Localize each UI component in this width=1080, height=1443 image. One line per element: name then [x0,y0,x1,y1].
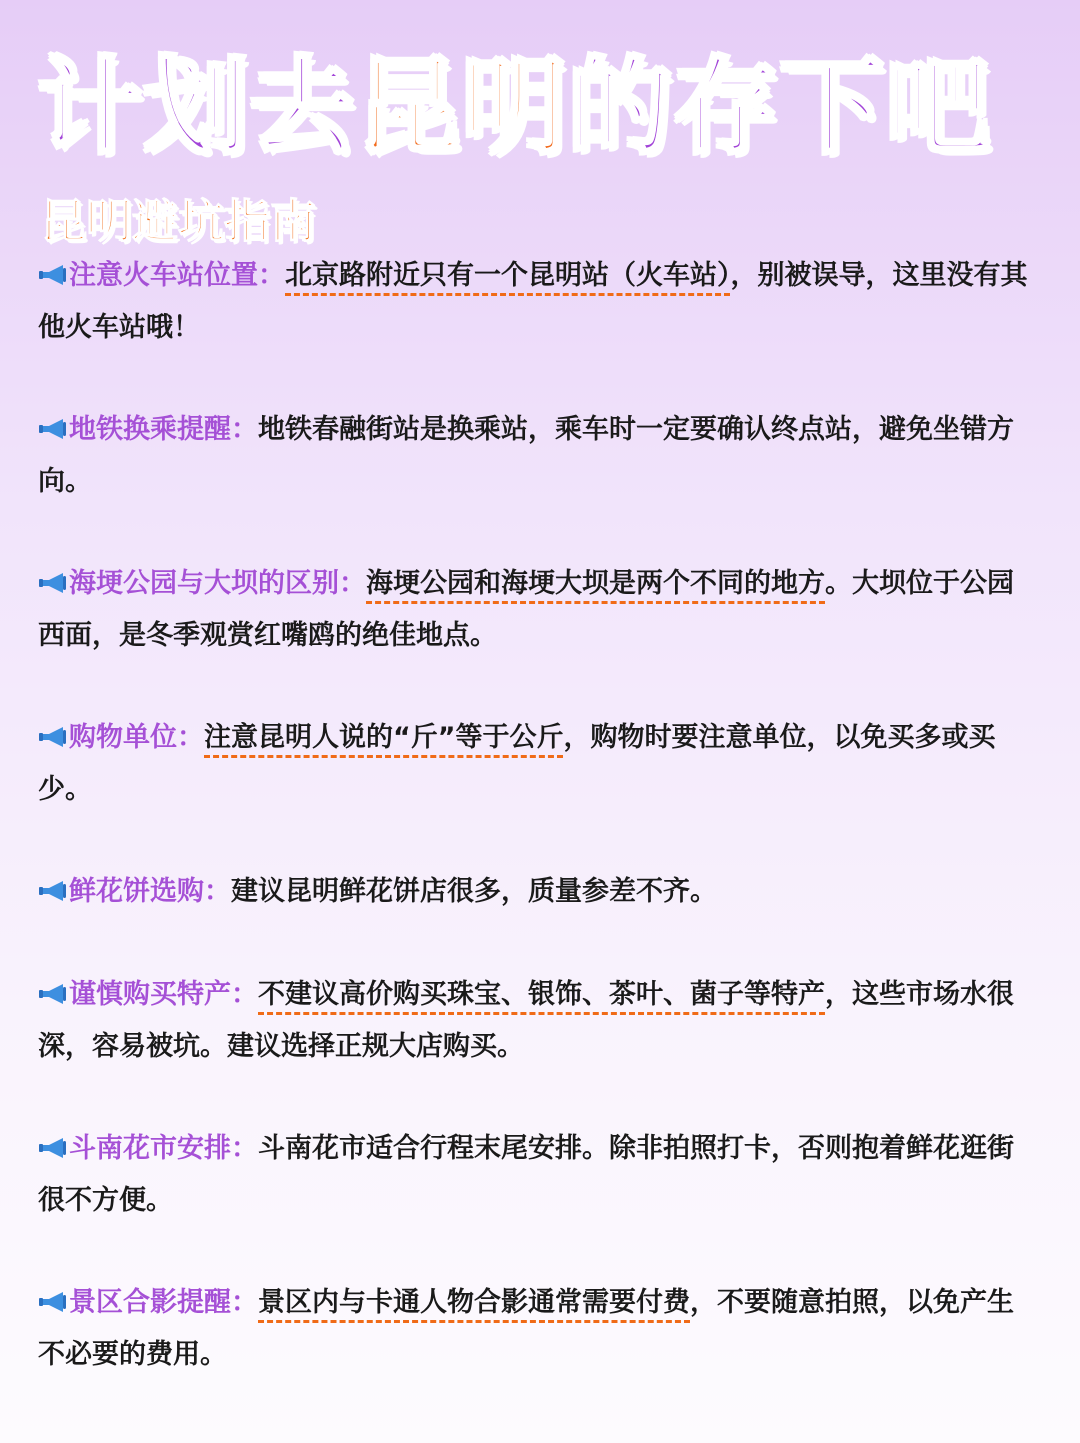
tip-label: 注意火车站位置： [69,260,285,291]
tip-highlight: 注意昆明人说的“斤”等于公斤 [204,722,564,753]
page-title [38,42,1068,172]
tip-item [38,969,1038,1073]
tip-label: 景区合影提醒： [69,1287,258,1318]
tip-label: 鲜花饼选购： [69,876,231,907]
tip-label: 谨慎购买特产： [69,979,258,1010]
tip-text: ，不要随意拍照，以免产生不必要的费用。 [38,1287,1014,1370]
tip-text: 斗南花市适合行程末尾安排。除非拍照打卡，否则抱着鲜花逛街很不方便。 [38,1133,1014,1216]
title-part-3: 的存下吧 [568,46,993,168]
tip-highlight: 北京路附近只有一个昆明站（火车站） [285,260,731,291]
tip-label: 购物单位： [69,722,204,753]
tip-item [38,1277,1038,1381]
megaphone-icon [38,725,68,749]
megaphone-icon [38,571,68,595]
tip-item [38,558,1038,662]
tip-text: ，别被误导，这里没有其他火车站哦！ [38,260,1028,343]
tip-text: 地铁春融街站是换乘站，乘车时一定要确认终点站，避免坐错方向。 [38,414,1014,497]
tip-label: 海埂公园与大坝的区别： [69,568,366,599]
title-part-2: 昆明 [356,46,569,168]
megaphone-icon [38,417,68,441]
megaphone-icon [38,982,68,1006]
tip-text: ，这些市场水很深，容易被坑。建议选择正规大店购买。 [38,979,1014,1062]
megaphone-icon [38,879,68,903]
tip-highlight: 景区内与卡通人物合影通常需要付费 [258,1287,690,1318]
tip-label: 斗南花市安排： [69,1133,258,1164]
tip-item [38,1123,1038,1227]
tip-item [38,866,1038,918]
tip-text: ，购物时要注意单位，以免买多或买少。 [38,722,996,805]
tip-text: 建议昆明鲜花饼店很多，质量参差不齐。 [231,876,717,907]
tip-highlight: 不建议高价购买珠宝、银饰、茶叶、菌子等特产 [258,979,825,1010]
title-part-1: 计划去 [38,46,357,168]
tip-item [38,712,1038,816]
guide-subtitle: 昆明避坑指南 [40,194,316,248]
tip-label: 地铁换乘提醒： [69,414,258,445]
tip-text: 。大坝位于公园西面，是冬季观赏红嘴鸥的绝佳地点。 [38,568,1014,651]
tip-item [38,404,1038,508]
megaphone-icon [38,263,68,287]
tip-highlight: 海埂公园和海埂大坝是两个不同的地方 [366,568,825,599]
megaphone-icon [38,1136,68,1160]
megaphone-icon [38,1290,68,1314]
tip-item [38,250,1038,354]
